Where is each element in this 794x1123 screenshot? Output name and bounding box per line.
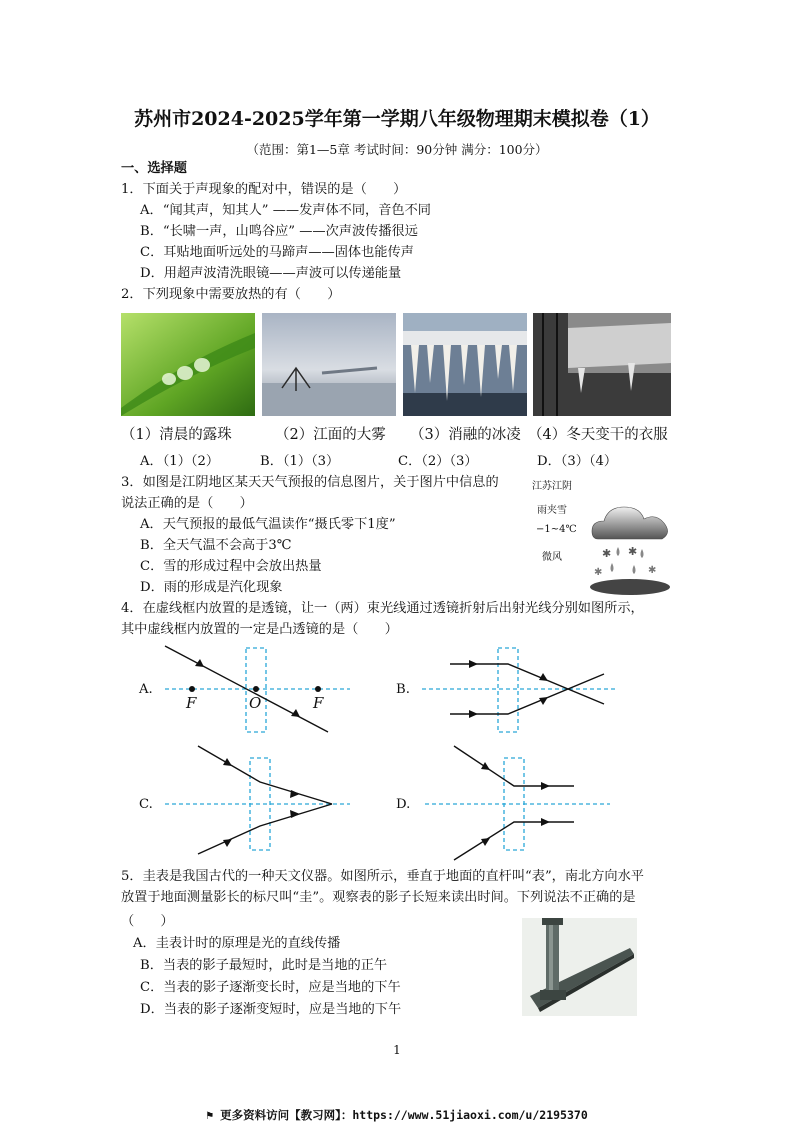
q5-stem-line3: （ ）	[121, 914, 174, 929]
q1-option-a: A．“闻其声，知其人” ——发声体不同，音色不同	[140, 203, 431, 218]
q1-option-d: D．用超声波清洗眼镜——声波可以传递能量	[140, 266, 402, 281]
diagram-a-label: A.	[139, 682, 153, 697]
diagram-b-label: B.	[396, 682, 410, 697]
q5-option-c: C．当表的影子逐渐变长时，应是当地的下午	[140, 980, 401, 995]
guibiao-photo	[522, 918, 637, 1016]
q4-stem-line2: 其中虚线框内放置的一定是凸透镜的是（ ）	[121, 622, 398, 637]
q3-option-d: D．雨的形成是汽化现象	[140, 580, 283, 595]
svg-text:✱: ✱	[602, 547, 612, 560]
q1-option-b: B．“长啸一声，山鸣谷应” ——次声波传播很远	[140, 224, 418, 239]
weather-condition: 雨夹雪	[537, 505, 567, 516]
q3-option-a: A．天气预报的最低气温读作“摄氏零下1度”	[140, 517, 396, 532]
diagram-c-label: C.	[139, 797, 153, 812]
lens-diagram-d	[420, 742, 620, 862]
q3-stem-line1: 3．如图是江阴地区某天天气预报的信息图片，关于图片中信息的	[121, 475, 499, 490]
q5-option-d: D．当表的影子逐渐变短时，应是当地的下午	[140, 1002, 402, 1017]
weather-wind: 微风	[542, 552, 562, 563]
clothes-photo	[533, 313, 671, 416]
q5-stem-line2: 放置于地面测量影长的标尺叫“圭”。观察表的影子长短来读出时间。下列说法不正确的是	[121, 890, 636, 905]
weather-temperature: −1~4℃	[536, 524, 577, 535]
fog-photo	[262, 313, 396, 416]
lens-diagram-a	[160, 640, 360, 740]
focus-label-left: F	[186, 694, 197, 712]
focus-label-right: F	[313, 694, 324, 712]
weather-city: 江苏江阴	[532, 481, 572, 492]
footer-link[interactable]: ⚑ 更多资料访问【教习网】：https://www.51jiaoxi.com/u/2195370	[206, 1108, 588, 1122]
q5-option-b: B．当表的影子最短时，此时是当地的正午	[140, 958, 388, 973]
lens-diagram-b	[420, 640, 620, 740]
q3-option-b: B．全天气温不会高于3℃	[140, 538, 292, 553]
q2-option-a: A．（1）（2）	[140, 454, 220, 469]
q3-stem-line2: 说法正确的是（ ）	[121, 496, 253, 511]
q2-stem: 2．下列现象中需要放热的有（ ）	[121, 287, 341, 302]
q4-stem-line1: 4．在虚线框内放置的是透镜，让一（两）束光线通过透镜折射后出射光线分别如图所示，	[121, 601, 644, 616]
q2-option-c: C．（2）（3）	[398, 454, 478, 469]
q1-option-c: C．耳贴地面听远处的马蹄声——固体也能传声	[140, 245, 414, 260]
photo-caption-4: （4）冬天变干的衣服	[528, 427, 668, 443]
weather-forecast-image	[530, 477, 680, 597]
q1-stem: 1．下面关于声现象的配对中，错误的是（ ）	[121, 182, 407, 197]
q5-option-a: A．圭表计时的原理是光的直线传播	[133, 936, 341, 951]
q2-option-b: B．（1）（3）	[260, 454, 340, 469]
q5-stem-line1: 5．圭表是我国古代的一种天文仪器。如图所示，垂直于地面的直杆叫“表”，南北方向水平	[121, 869, 644, 884]
photo-caption-3: （3）消融的冰凌	[410, 427, 521, 443]
page-title: 苏州市2024-2025学年第一学期八年级物理期末模拟卷（1）	[134, 108, 660, 130]
optical-center-label: O	[249, 694, 262, 712]
lens-diagram-c	[160, 742, 360, 862]
icicle-photo	[403, 313, 527, 416]
q2-option-d: D．（3）（4）	[537, 454, 618, 469]
section-heading: 一、选择题	[121, 161, 187, 176]
svg-text:✱: ✱	[628, 545, 638, 558]
q3-option-c: C．雪的形成过程中会放出热量	[140, 559, 322, 574]
photo-caption-1: （1）清晨的露珠	[121, 427, 232, 443]
svg-text:✱: ✱	[648, 565, 657, 576]
page-number: 1	[393, 1043, 401, 1057]
svg-text:✱: ✱	[594, 567, 603, 578]
exam-info: （范围：第1—5章 考试时间：90分钟 满分：100分）	[246, 142, 548, 157]
photo-caption-2: （2）江面的大雾	[275, 427, 386, 443]
rain-snow-cloud-icon	[588, 499, 674, 597]
dew-photo	[121, 313, 255, 416]
diagram-d-label: D.	[396, 797, 411, 812]
